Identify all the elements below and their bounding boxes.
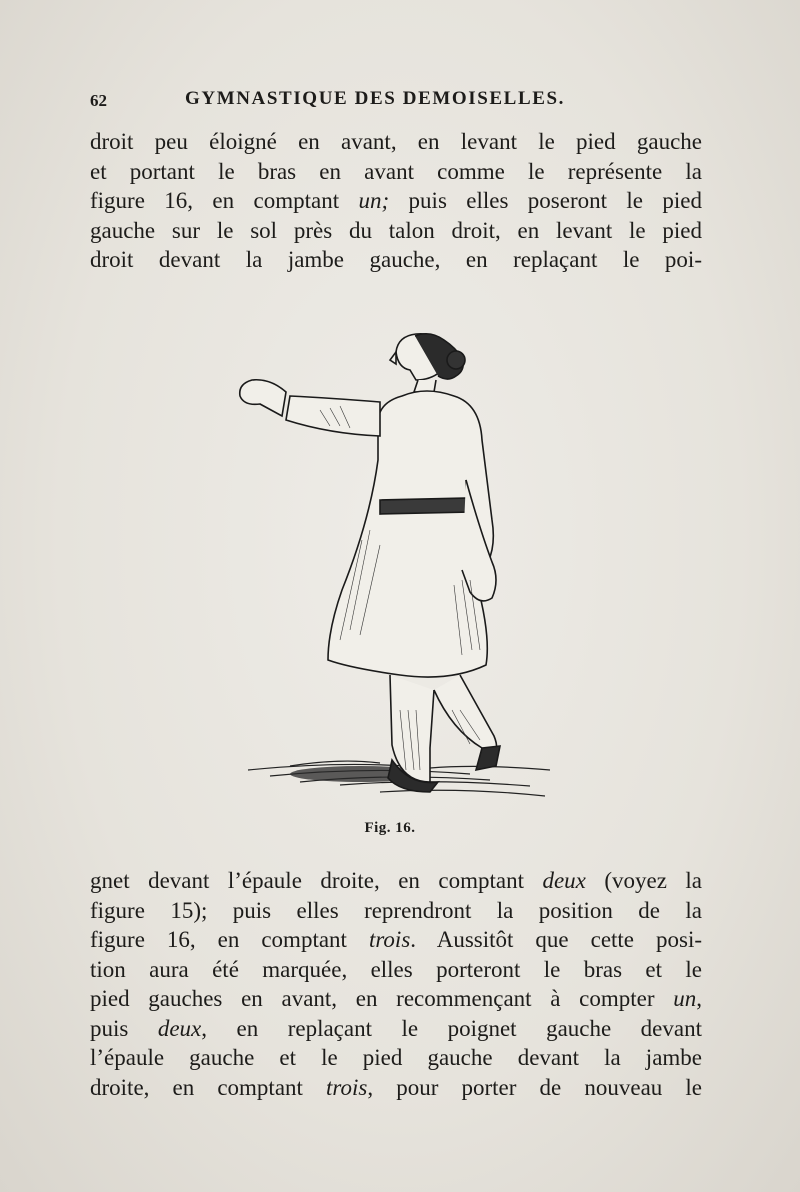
text-line: droite, en comptant trois, pour porter de nouveau le: [90, 1074, 702, 1100]
woman-figure: [240, 334, 500, 792]
text-line: droit peu éloigné en avant, en levant le pied gauche: [90, 129, 702, 154]
figure-caption: Fig. 16.: [364, 820, 416, 836]
text-line: puis deux, en replaçant le poignet gauche devant: [90, 1015, 702, 1041]
text-line: figure 16, en comptant trois. Aussitôt que cette posi-: [90, 927, 703, 952]
page-number: 62: [90, 91, 107, 110]
text-line: droit devant la jambe gauche, en replaçant le poi-: [90, 247, 702, 272]
running-head: GYMNASTIQUE DES DEMOISELLES.: [185, 88, 566, 109]
bottom-paragraph: [90, 866, 702, 1102]
text-line: figure 15); puis elles reprendront la position de la: [90, 897, 702, 923]
page-header: [90, 88, 700, 118]
text-line: figure 16, en comptant un; puis elles poseront le pied: [90, 188, 702, 213]
top-paragraph: [90, 127, 702, 275]
text-line: pied gauches en avant, en recommençant à compter un,: [90, 986, 702, 1011]
text-line: gauche sur le sol près du talon droit, en levant le pied: [90, 217, 702, 243]
text-line: et portant le bras en avant comme le représente la: [90, 158, 702, 184]
figure-illustration: [230, 330, 560, 800]
text-line: gnet devant l’épaule droite, en comptant deux (voyez la: [90, 868, 702, 893]
text-line: l’épaule gauche et le pied gauche devant la jambe: [90, 1045, 702, 1070]
text-line: tion aura été marquée, elles porteront le bras et le: [90, 956, 702, 982]
